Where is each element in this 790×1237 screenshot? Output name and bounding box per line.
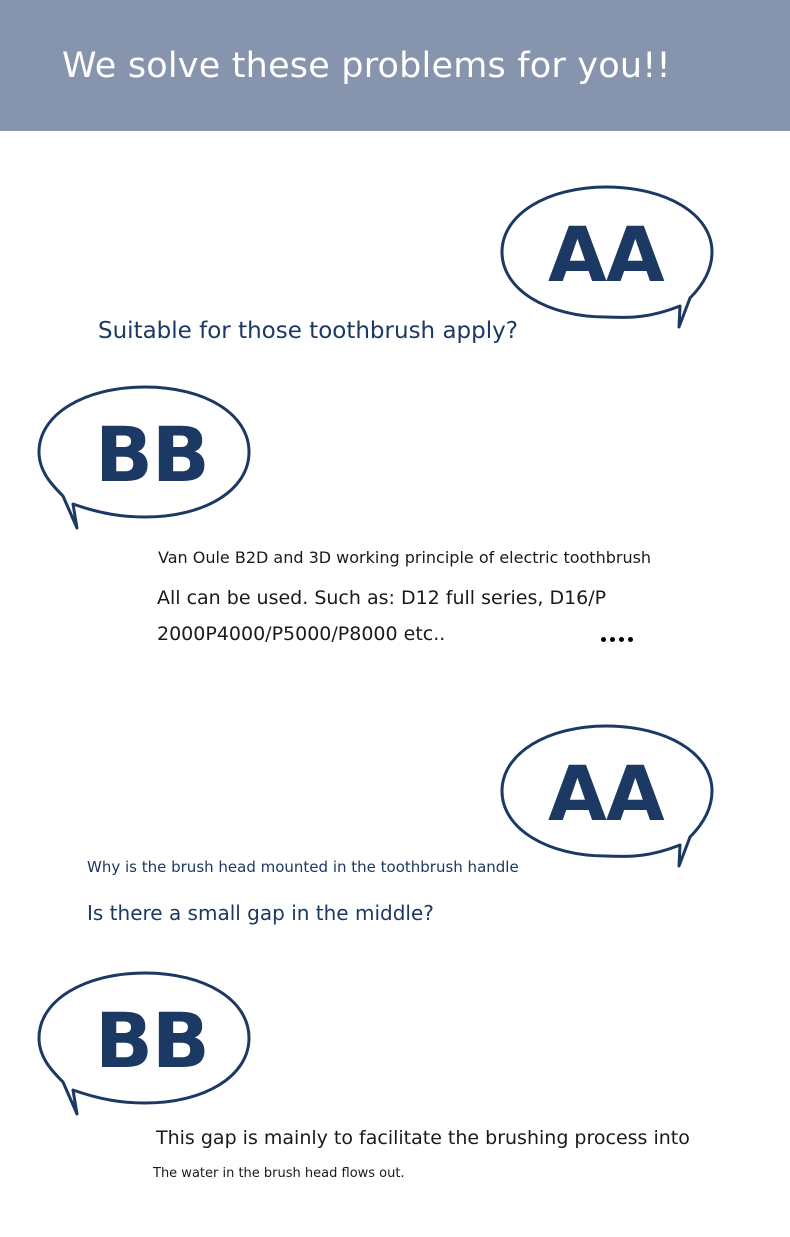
ellipsis-dots-icon	[601, 637, 641, 645]
answer-bubble-bb-1	[37, 386, 252, 531]
question-bubble-aa-1	[500, 186, 715, 331]
answer-text-1-line2: All can be used. Such as: D12 full series, D16/P	[157, 587, 607, 609]
answer-text-2-line2: The water in the brush head flows out.	[153, 1166, 405, 1181]
question-text-2-line1: Why is the brush head mounted in the toothbrush handle	[87, 858, 519, 876]
question-text-2-line2: Is there a small gap in the middle?	[87, 901, 434, 925]
answer-text-2-line1: This gap is mainly to facilitate the brushing process into	[156, 1127, 690, 1149]
bubble-label-aa: AA	[548, 749, 664, 838]
answer-text-1-line3: 2000P4000/P5000/P8000 etc..	[157, 623, 446, 645]
header-banner	[0, 0, 790, 131]
question-text-1: Suitable for those toothbrush apply?	[98, 318, 518, 344]
bubble-label-aa: AA	[548, 210, 664, 299]
answer-bubble-bb-2	[37, 972, 252, 1117]
bubble-label-bb: BB	[95, 996, 209, 1085]
header-title: We solve these problems for you!!	[62, 46, 671, 86]
bubble-label-bb: BB	[95, 410, 209, 499]
answer-text-1-line1: Van Oule B2D and 3D working principle of electric toothbrush	[158, 548, 652, 567]
question-bubble-aa-2	[500, 725, 715, 870]
